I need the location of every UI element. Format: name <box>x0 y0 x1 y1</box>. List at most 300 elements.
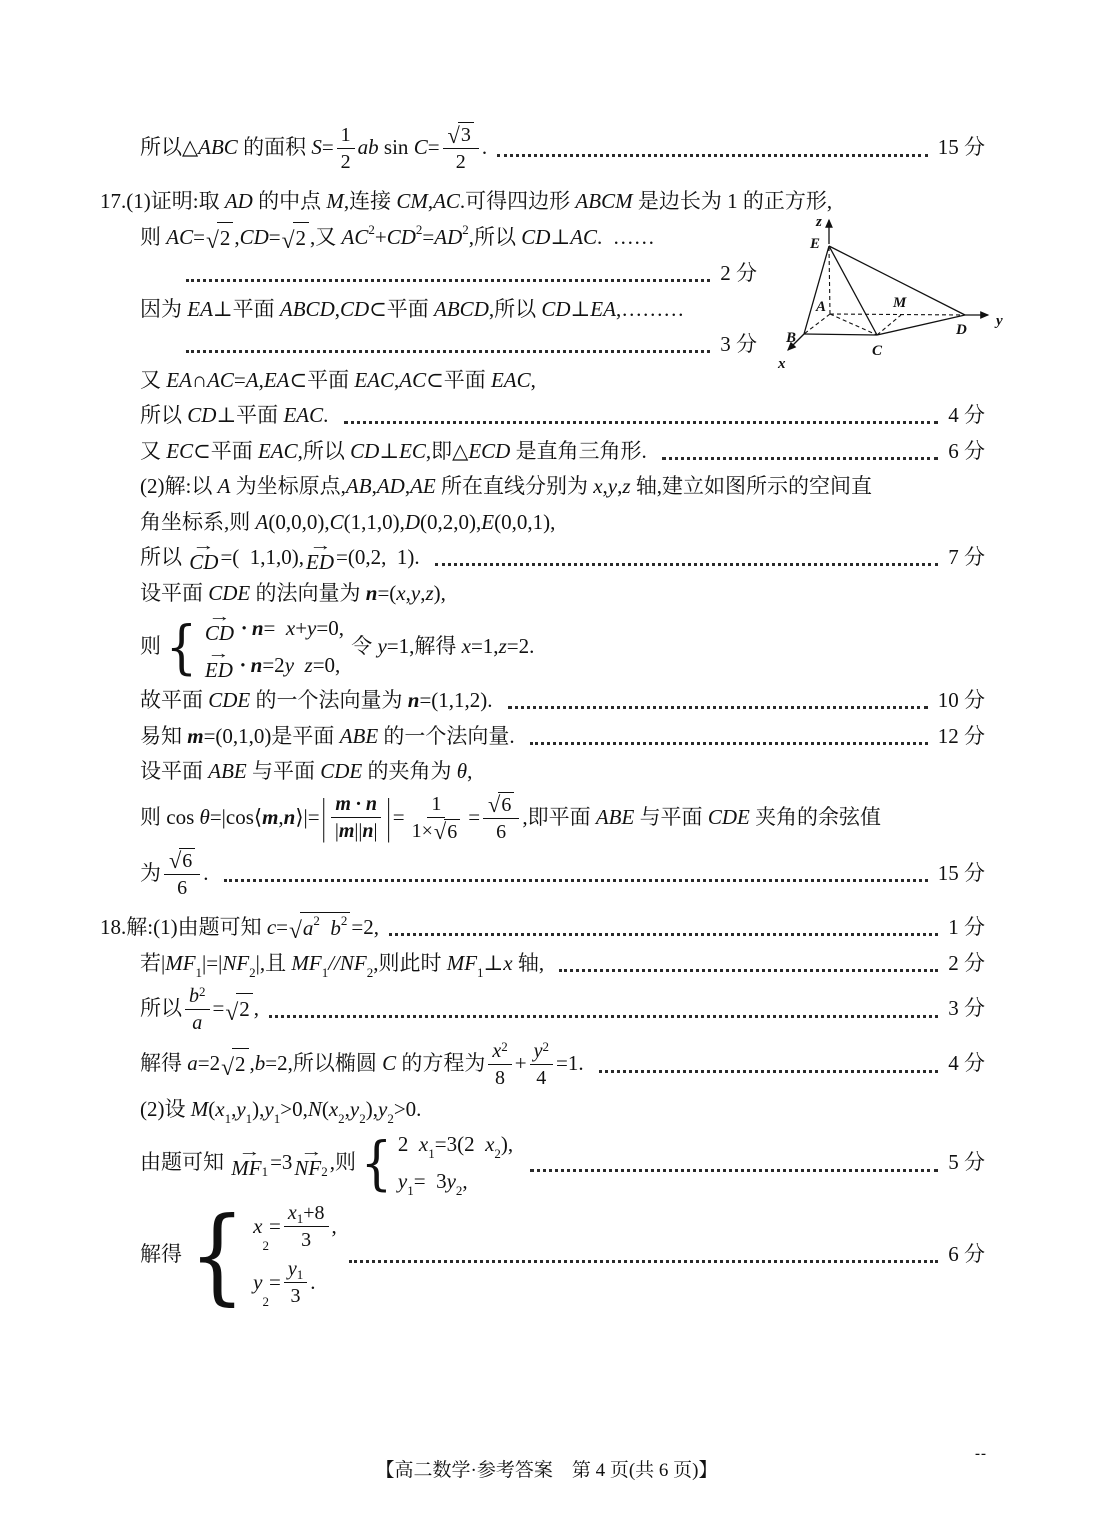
text-run: θ <box>456 759 468 783</box>
text-run: y <box>446 1168 456 1193</box>
radical-sign-icon: √ <box>221 1054 234 1081</box>
text-run: 2 <box>321 1164 328 1180</box>
vector-arrow <box>189 538 219 575</box>
text-line <box>100 788 985 845</box>
text-run: b <box>330 915 341 940</box>
score-label: 15 分 <box>937 135 985 160</box>
score-label: 7 分 <box>948 545 985 569</box>
text-line <box>100 1039 985 1090</box>
text-run: . <box>323 403 334 427</box>
text-run: 2 <box>494 1146 501 1162</box>
text-run: z <box>425 580 434 605</box>
text-run: 2 <box>262 1293 269 1309</box>
text-run: CD <box>239 225 269 249</box>
point-label-D: D <box>956 322 967 338</box>
text-run: (0,0,0), <box>268 509 330 534</box>
vector-arrow <box>204 609 235 646</box>
text-run: m <box>262 804 279 829</box>
text-run: 2 <box>239 996 250 1021</box>
text-run: = <box>392 804 405 829</box>
text-run: 2 <box>542 1038 549 1054</box>
fraction-numerator <box>185 984 210 1010</box>
text-line <box>100 122 985 174</box>
text-run: · <box>350 793 366 815</box>
radical-sign-icon: √ <box>289 918 302 945</box>
sqrt-radical <box>225 993 252 1026</box>
text-line <box>100 848 985 900</box>
fraction-denominator <box>337 149 355 174</box>
text-run: = <box>427 135 440 160</box>
text-run: ( <box>208 1096 216 1121</box>
text-run: x <box>492 1039 502 1062</box>
score-label: 3 分 <box>720 332 757 356</box>
text-run: ,所以 <box>468 225 522 249</box>
text-run: (0,2,0), <box>420 509 482 534</box>
text-run: 所以 <box>140 996 182 1021</box>
fraction <box>164 848 200 900</box>
text-run <box>515 1147 520 1179</box>
text-run: || <box>354 820 363 842</box>
text-run: 18.解:(1)由题可知 <box>100 915 267 939</box>
fraction-denominator <box>331 818 382 843</box>
text-run: =( <box>377 580 397 605</box>
text-run: 是直角三角形. <box>510 438 653 463</box>
text-run: n <box>362 820 374 842</box>
text-run: =1,解得 <box>386 634 462 659</box>
text-run: 是边长为 1 的正方形, <box>632 189 833 213</box>
text-run: 1 <box>261 1164 269 1180</box>
text-run: >0, <box>280 1096 308 1121</box>
text-run: CDE <box>707 804 750 829</box>
fraction-numerator <box>427 792 445 818</box>
text-run: EA <box>166 367 192 392</box>
text-run: 因为 <box>140 296 188 321</box>
text-run: ,所以 <box>488 296 542 321</box>
fraction-numerator <box>284 1257 307 1283</box>
fraction-denominator <box>492 819 510 844</box>
text-run: x <box>461 634 471 659</box>
text-run: (0,0,1), <box>494 509 556 534</box>
axis-label-y: y <box>996 313 1003 329</box>
figure-dashed-edges <box>804 248 965 335</box>
fraction <box>408 792 466 844</box>
text-run: , <box>258 367 264 392</box>
text-run: 的面积 <box>237 135 312 160</box>
text-run: , <box>420 580 426 605</box>
text-run: EC <box>399 438 426 463</box>
equation-row <box>203 609 344 646</box>
text-run: 6 <box>182 849 193 872</box>
text-run: 的一个法向量为 <box>250 688 408 712</box>
dot-leader <box>662 457 938 460</box>
text-run: ABCD <box>279 296 335 321</box>
text-run: D <box>404 509 421 534</box>
vector-body <box>205 623 234 644</box>
sqrt-radical <box>282 222 309 255</box>
sqrt-radical <box>289 912 350 945</box>
score-label: 1 分 <box>948 915 985 939</box>
text-run: N <box>307 1096 322 1121</box>
text-run: 又 <box>140 438 167 463</box>
score-label: 4 分 <box>948 1051 985 1076</box>
figure-3d-pyramid <box>772 208 1012 376</box>
text-run: 令 <box>345 634 378 659</box>
text-run: y <box>607 474 618 498</box>
text-run: x <box>418 1132 429 1156</box>
arrow-icon: → <box>238 1143 261 1160</box>
text-run: | <box>334 820 339 842</box>
text-run: ⊥平面 <box>212 296 280 321</box>
text-run: 2 <box>295 225 307 250</box>
text-run: CD <box>541 296 571 321</box>
text-run: (1,1,0), <box>343 509 405 534</box>
text-line <box>100 258 757 290</box>
text-run: CDE <box>208 580 251 605</box>
text-run: 1 <box>296 1210 304 1226</box>
dot-leader <box>530 742 928 745</box>
fraction-denominator <box>532 1065 550 1090</box>
text-run: 2 <box>340 150 351 173</box>
radical-sign-icon: √ <box>447 122 460 148</box>
text-run: = <box>276 915 288 939</box>
fraction <box>483 792 519 844</box>
dot-leader <box>435 563 938 566</box>
fraction-numerator <box>284 1201 329 1227</box>
text-run: EAC <box>354 367 395 392</box>
text-run: 则 cos <box>140 804 200 829</box>
text-run: = <box>269 1269 281 1294</box>
text-run: 2 <box>199 983 206 999</box>
text-run: MF <box>231 1155 262 1180</box>
tall-bar: | <box>321 788 326 844</box>
text-run: + <box>295 616 308 640</box>
text-run: MF <box>291 951 322 975</box>
page-footer: 【高二数学·参考答案 第 4 页(共 6 页)】 <box>375 1460 718 1481</box>
sqrt-radical <box>488 792 514 817</box>
text-run <box>320 913 331 945</box>
dot-leader <box>186 350 710 353</box>
text-run: n <box>251 616 264 640</box>
text-run: n <box>365 580 378 605</box>
text-run: y <box>410 580 421 605</box>
text-run: ,则 <box>329 1150 357 1175</box>
equation-row <box>253 1201 337 1252</box>
radicand <box>232 1048 249 1081</box>
text-run: 所以 <box>140 545 188 569</box>
text-run: 2 <box>235 1051 246 1076</box>
dot-leader <box>497 154 928 157</box>
text-run: = <box>269 1213 281 1238</box>
text-run: + <box>514 1051 527 1076</box>
text-run: b <box>189 984 199 1007</box>
text-run: 2 <box>397 1132 419 1156</box>
text-run: ), <box>500 1132 514 1156</box>
text-run: +8 <box>303 1202 325 1224</box>
dot-leader <box>508 706 928 709</box>
text-run: 6 <box>496 820 507 843</box>
text-run: AE <box>410 474 436 498</box>
text-line <box>100 721 985 753</box>
radicand <box>458 122 474 147</box>
text-run: // <box>328 951 340 975</box>
text-run: ⊥平面 <box>216 403 284 427</box>
text-run: 的法向量为 <box>250 580 366 605</box>
text-run: 为坐标原点, <box>230 474 346 498</box>
text-line <box>100 912 985 945</box>
text-run: 3 <box>290 1285 301 1307</box>
radicand <box>498 792 514 817</box>
text-run: a <box>187 1051 198 1076</box>
radical-sign-icon: √ <box>205 228 219 255</box>
text-run: CDE <box>320 759 363 783</box>
text-run: C <box>413 135 428 160</box>
text-run: x <box>253 1213 263 1238</box>
radical-sign-icon: √ <box>281 228 295 255</box>
point-label-B: B <box>786 330 797 346</box>
score-label: 5 分 <box>948 1150 985 1175</box>
score-label: 6 分 <box>948 438 985 463</box>
figure-solid-edges <box>804 246 965 335</box>
vector-arrow <box>231 1143 269 1180</box>
text-run: ,又 <box>310 225 342 249</box>
fraction <box>488 1039 511 1090</box>
text-run: 故平面 <box>140 688 209 712</box>
text-run: CD <box>204 621 235 646</box>
vector-body <box>306 552 334 573</box>
text-run: ), <box>365 1096 378 1121</box>
text-run: ABE <box>339 723 379 748</box>
text-run: 2 <box>501 1038 508 1054</box>
text-line <box>100 507 985 539</box>
text-run: 夹角的余弦值 <box>749 804 882 829</box>
text-run: 1 <box>245 1110 253 1126</box>
score-label: 15 分 <box>937 860 985 885</box>
equation-system <box>163 609 344 682</box>
fraction <box>331 792 382 843</box>
text-run: a <box>192 1011 203 1034</box>
text-run: ⊥ <box>570 296 591 321</box>
fraction-denominator <box>287 1283 305 1308</box>
text-run: x <box>593 474 603 498</box>
fraction-numerator <box>483 792 519 819</box>
radicand <box>444 819 460 844</box>
text-run: A <box>217 474 231 498</box>
text-run: 角坐标系,则 <box>140 509 256 534</box>
text-line <box>100 609 985 682</box>
radicand <box>236 993 253 1026</box>
text-run: 所以 <box>140 403 188 427</box>
text-run: = <box>422 225 435 249</box>
brace-icon: { <box>188 1193 246 1316</box>
text-run: n <box>365 793 378 815</box>
text-line <box>100 400 985 432</box>
text-run: .可得四边形 <box>459 189 576 213</box>
text-run: =0, <box>316 616 344 640</box>
text-run: · <box>236 616 252 640</box>
text-run: ,即△ <box>425 438 469 463</box>
text-run: 2 <box>366 965 374 981</box>
text-run: 2 <box>415 221 423 237</box>
text-run: θ <box>199 804 210 829</box>
text-run: 轴, <box>512 951 550 975</box>
dot-leader <box>186 279 710 282</box>
text-line <box>100 436 985 468</box>
text-run: =0, <box>312 652 341 677</box>
text-run: , <box>530 367 536 392</box>
text-run: 2 <box>262 1237 269 1253</box>
sqrt-radical <box>221 1048 248 1081</box>
radical-sign-icon: √ <box>433 819 447 845</box>
text-run: . <box>310 1269 316 1294</box>
text-run: ), <box>252 1096 265 1121</box>
text-run: 设平面 <box>140 580 209 605</box>
text-run: y <box>287 1258 297 1280</box>
text-line <box>100 329 757 361</box>
text-run: 1 <box>340 123 351 146</box>
text-run: ,即平面 <box>522 804 596 829</box>
score-label: 3 分 <box>948 996 985 1021</box>
text-run: AC <box>341 225 369 249</box>
text-run: EA <box>263 367 290 392</box>
equation-row <box>253 1257 315 1308</box>
text-run: NF <box>222 951 250 975</box>
text-run: 易知 <box>140 723 188 748</box>
text-run: = <box>321 135 334 160</box>
text-run: , <box>394 367 400 392</box>
text-run: 2 <box>359 1110 366 1126</box>
dot-leader <box>224 879 928 882</box>
text-run: NF <box>294 1155 322 1180</box>
text-run: EC <box>166 438 194 463</box>
text-run: AD <box>376 474 405 498</box>
text-run: A <box>255 509 269 534</box>
text-run: 6 <box>447 820 458 843</box>
text-run: 1 <box>273 1110 281 1126</box>
radicand <box>300 912 351 945</box>
text-run: ( <box>321 1096 329 1121</box>
text-line <box>100 685 985 717</box>
text-run: 的方程为 <box>396 1051 486 1076</box>
text-run: AC <box>166 225 194 249</box>
text-run: = <box>468 804 481 829</box>
text-run: , <box>404 474 411 498</box>
text-run: AC <box>207 367 234 392</box>
text-run: x <box>328 1096 339 1121</box>
text-run: AC <box>399 367 427 392</box>
text-run: 轴,建立如图所示的空间直 <box>630 474 873 498</box>
text-run: , <box>371 474 377 498</box>
text-run: M <box>326 189 344 213</box>
text-run: =3(2 <box>434 1132 486 1156</box>
text-run: 2 <box>387 1110 394 1126</box>
text-run: 所在直线分别为 <box>435 474 594 498</box>
text-run: = 3 <box>413 1168 447 1193</box>
radical-sign-icon: √ <box>169 848 182 874</box>
text-run: 1 <box>477 965 484 981</box>
text-run: ABE <box>595 804 635 829</box>
text-run: =(1,1,2). <box>419 688 498 712</box>
equation-rows <box>203 609 344 682</box>
text-run: 8 <box>495 1066 506 1089</box>
text-run: =2. <box>506 634 535 659</box>
text-run: E <box>481 509 495 534</box>
text-run: C <box>382 1051 397 1076</box>
text-run: CD <box>187 403 217 427</box>
text-run: >0. <box>393 1096 422 1121</box>
text-run: AD <box>224 189 253 213</box>
text-run: =3 <box>270 1150 293 1175</box>
fraction-numerator <box>443 122 479 149</box>
text-run: m <box>187 723 204 748</box>
brace-icon: { <box>165 613 198 681</box>
text-run: 则 <box>140 225 167 249</box>
radical-sign-icon: √ <box>488 792 501 818</box>
text-run: =1. <box>555 1051 589 1076</box>
text-run: 2 <box>455 151 466 173</box>
axis-label-z: z <box>816 214 822 230</box>
text-run: 所以△ <box>140 135 199 160</box>
text-run: ED <box>306 550 335 575</box>
text-run: , <box>331 1213 337 1238</box>
fraction-numerator <box>331 792 381 818</box>
text-run: 为 <box>140 860 161 885</box>
text-run: ⊥ <box>550 225 571 249</box>
fraction-denominator <box>491 1065 509 1090</box>
text-run: ⊂平面 <box>193 438 258 463</box>
text-run: ABCD <box>434 296 489 321</box>
text-run: |=| <box>202 951 223 975</box>
text-run: y <box>264 1096 274 1121</box>
fraction-numerator <box>488 1039 511 1065</box>
text-run: 2 <box>219 225 231 250</box>
brace-icon: { <box>360 1129 393 1197</box>
text-run: ⊂平面 <box>369 296 435 321</box>
fraction-denominator <box>188 1010 206 1035</box>
vector-arrow <box>306 538 335 575</box>
text-run: = <box>193 225 205 249</box>
text-run: AB <box>345 474 372 498</box>
text-line <box>100 222 757 255</box>
equation-system <box>358 1129 513 1197</box>
text-run: 的夹角为 <box>362 759 457 783</box>
text-run: ⟩|= <box>295 804 320 829</box>
text-run: ABC <box>198 135 238 160</box>
text-run: , <box>249 1051 255 1076</box>
text-run: =(0,1,0)是平面 <box>203 723 340 748</box>
vector-body <box>204 657 233 682</box>
text-run: NF <box>339 951 367 975</box>
text-run: , <box>405 580 411 605</box>
fraction <box>185 984 210 1035</box>
text-run: 的中点 <box>252 189 327 213</box>
text-run: ABE <box>208 759 247 783</box>
text-line <box>100 1129 985 1197</box>
fraction-numerator <box>337 123 355 149</box>
text-run: m <box>335 793 351 815</box>
text-run: , <box>231 1096 237 1121</box>
text-run: =1, <box>470 634 499 659</box>
fraction-numerator <box>530 1039 553 1065</box>
text-line <box>100 538 985 575</box>
text-run: y <box>378 1096 388 1121</box>
text-run: ABCM <box>575 189 633 213</box>
text-run: x <box>287 1202 297 1224</box>
text-run: z <box>622 474 631 498</box>
arrow-icon: → <box>192 538 216 555</box>
text-run: =|cos⟨ <box>209 804 263 829</box>
text-run: y <box>284 652 295 677</box>
text-run: EAC <box>257 438 298 463</box>
